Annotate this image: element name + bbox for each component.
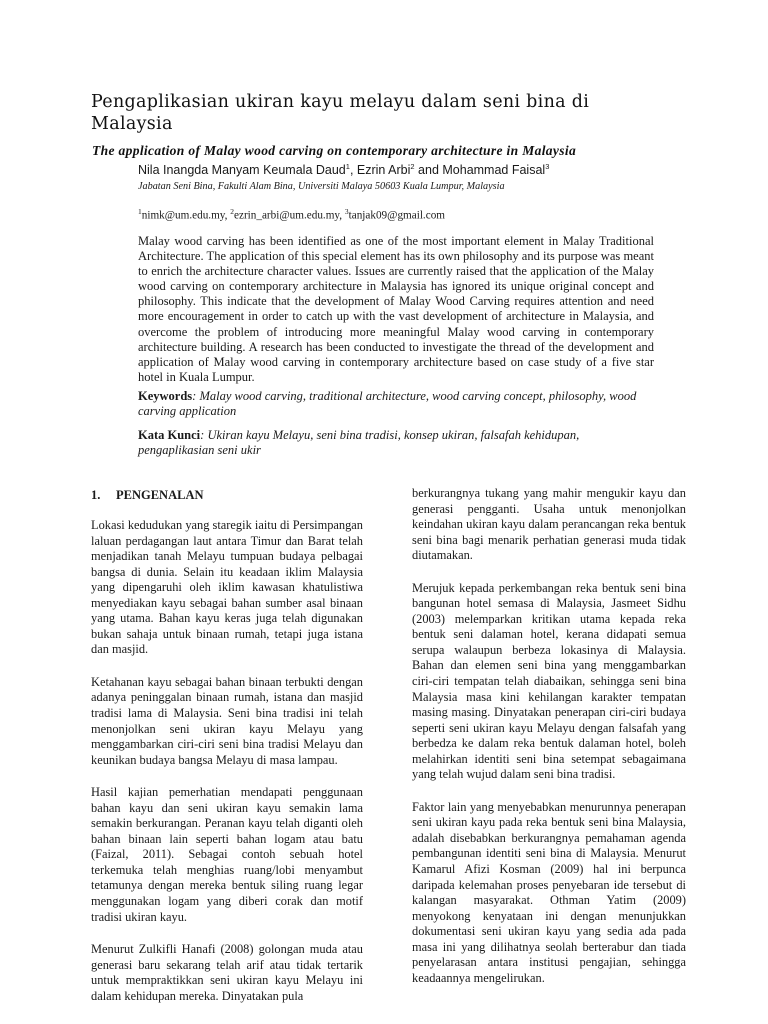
author-name: Nila Inangda Manyam Keumala Daud (138, 163, 346, 178)
abstract: Malay wood carving has been identified as one of the most important element in Malay Traditional Architecture. The application of this special element has its own philosophy and its purpose was meant to enrich the architecture character values. Issues are currently raised that the application of the Malay wood carving on contemporary architecture in Malaysia has ignored its unique original concept and philosophy. This indicate that the development of Malay Wood Carving requires attention and need more encouragement in order to catch up with the vast development of architecture in Malaysia, and overcome the problem of introducing more meaningful Malay wood carving in contemporary architecture building. A research has been conducted to investigate the thread of the development and application of Malay wood carving in contemporary architecture based on case study of a five star hotel in Kuala Lumpur. (138, 234, 654, 384)
kata-kunci-label: Kata Kunci (138, 428, 201, 442)
author-emails (138, 207, 445, 222)
left-column (91, 518, 363, 1021)
right-column (412, 486, 686, 1003)
kata-kunci-text: : Ukiran kayu Melayu, seni bina tradisi, konsep ukiran, falsafah kehidupan, pengaplikasian seni ukir (138, 428, 580, 458)
body-paragraph: Merujuk kepada perkembangan reka bentuk seni bina bangunan hotel semasa di Malaysia, Jasmeet Sidhu (2003) melemparkan kritikan utama kepada reka bentuk seni dalaman hotel, kerana didapati semua serupa walaupun berbeza lokasinya di Malaysia. Bahan dan elemen seni bina yang menggambarkan ciri-ciri tempatan telah diabaikan, sehingga seni bina Malaysia masa kini kehilangan karakter tempatan masing masing. Dinyatakan penerapan ciri-ciri budaya seperti seni ukiran kayu Melayu dengan falsafah yang berbedza ke dalam reka bentuk dalaman hotel, boleh melahirkan identiti seni bina setempat sebagaimana yang telah wujud dalam seni bina tradisi. (412, 580, 686, 782)
section-title: PENGENALAN (116, 488, 204, 502)
author-name: Ezrin Arbi (356, 163, 411, 178)
section-heading (91, 488, 204, 503)
keywords-label: Keywords (138, 389, 193, 403)
author-separator: and (414, 163, 443, 178)
author-affiliation-marker: 2 (410, 162, 415, 171)
body-paragraph: Ketahanan kayu sebagai bahan binaan terbukti dengan adanya peninggalan binaan rumah, istana dan masjid tradisi lama di Malaysia. Seni bina tradisi ini telah menonjolkan seni ukiran kayu Melayu yang menggambarkan ciri-ciri seni bina tradisi Melayu dan keunikan budaya bangsa Melayu di masa lampau. (91, 674, 363, 767)
author-affiliation-marker: 1 (345, 162, 350, 171)
body-paragraph: Menurut Zulkifli Hanafi (2008) golongan muda atau generasi baru sekarang telah arif atau tidak tertarik untuk mempraktikkan seni ukiran kayu Melayu ini dalam kehidupan mereka. Dinyatakan pula (91, 942, 363, 1003)
email-marker: 3 (344, 207, 349, 216)
author-affiliation-marker: 3 (545, 162, 550, 171)
author-email: ezrin_arbi@um.edu.my, (234, 209, 345, 222)
body-paragraph: Lokasi kedudukan yang staregik iaitu di Persimpangan laluan perdagangan laut antara Timur dan Barat telah menjadikan tanah Melayu tumpuan budaya pelbagai bangsa di dunia. Selain itu keadaan iklim Malaysia yang dipengaruhi oleh iklim kawasan khatulistiwa menyediakan kayu sebagai bahan sumber asal binaan yang utama. Bahan kayu keras juga telah digunakan bukan sahaja untuk binaan rumah, tetapi juga istana dan masjid. (91, 518, 363, 657)
kata-kunci (138, 428, 654, 458)
keywords-text: : Malay wood carving, traditional architecture, wood carving concept, philosophy, wood carving application (138, 389, 637, 419)
email-marker: 1 (138, 207, 142, 216)
paper-subtitle: The application of Malay wood carving on contemporary architecture in Malaysia (92, 143, 577, 158)
email-marker: 2 (230, 207, 235, 216)
author-affiliation: Jabatan Seni Bina, Fakulti Alam Bina, Universiti Malaya 50603 Kuala Lumpur, Malaysia (138, 181, 505, 192)
section-number: 1. (91, 488, 101, 502)
body-paragraph: Faktor lain yang menyebabkan menurunnya penerapan seni ukiran kayu pada reka bentuk seni bina Malaysia, adalah disebabkan berkurangnya pemahaman agenda pembangunan identiti seni bina di Malaysia. Menurut Kamarul Afizi Kosman (2009) hal ini berpunca daripada kelemahan proses penyebaran ide tersebut di kalangan masyarakat. Othman Yatim (2009) menyokong kenyataan ini dengan menunjukkan dokumentasi seni ukiran kayu yang sedia ada pada masa ini yang dilihatnya seolah berterabur dan tiada penyelarasan antara institusi pengajian, sehingga keadaannya mengelirukan. (412, 799, 686, 985)
author-email: nimk@um.edu.my, (141, 209, 231, 222)
paper-title: Pengaplikasian ukiran kayu melayu dalam seni bina di Malaysia (91, 92, 590, 134)
body-paragraph: Hasil kajian pemerhatian mendapati penggunaan bahan kayu dan seni ukiran kayu semakin lama semakin berkurangan. Peranan kayu telah diganti oleh bahan binaan lain seperti bahan logam atau batu (Faizal, 2011). Sebagai contoh sebuah hotel terkemuka telah menghias ruang/lobi menyambut tetamunya dengan mereka bentuk siling ruang legar menggunakan logam yang diberi corak dan motif tradisi ukiran kayu. (91, 785, 363, 924)
author-list (138, 162, 549, 177)
author-email: tanjak09@gmail.com (348, 209, 445, 222)
keywords (138, 389, 654, 419)
body-paragraph: berkurangnya tukang yang mahir mengukir kayu dan generasi pengganti. Usaha untuk menonjolkan keindahan ukiran kayu dalam perancangan reka bentuk seni bina bagi menarik perhatian generasi muda tidak diutamakan. (412, 486, 686, 563)
author-name: Mohammad Faisal (442, 163, 546, 178)
author-separator: , (349, 163, 357, 178)
